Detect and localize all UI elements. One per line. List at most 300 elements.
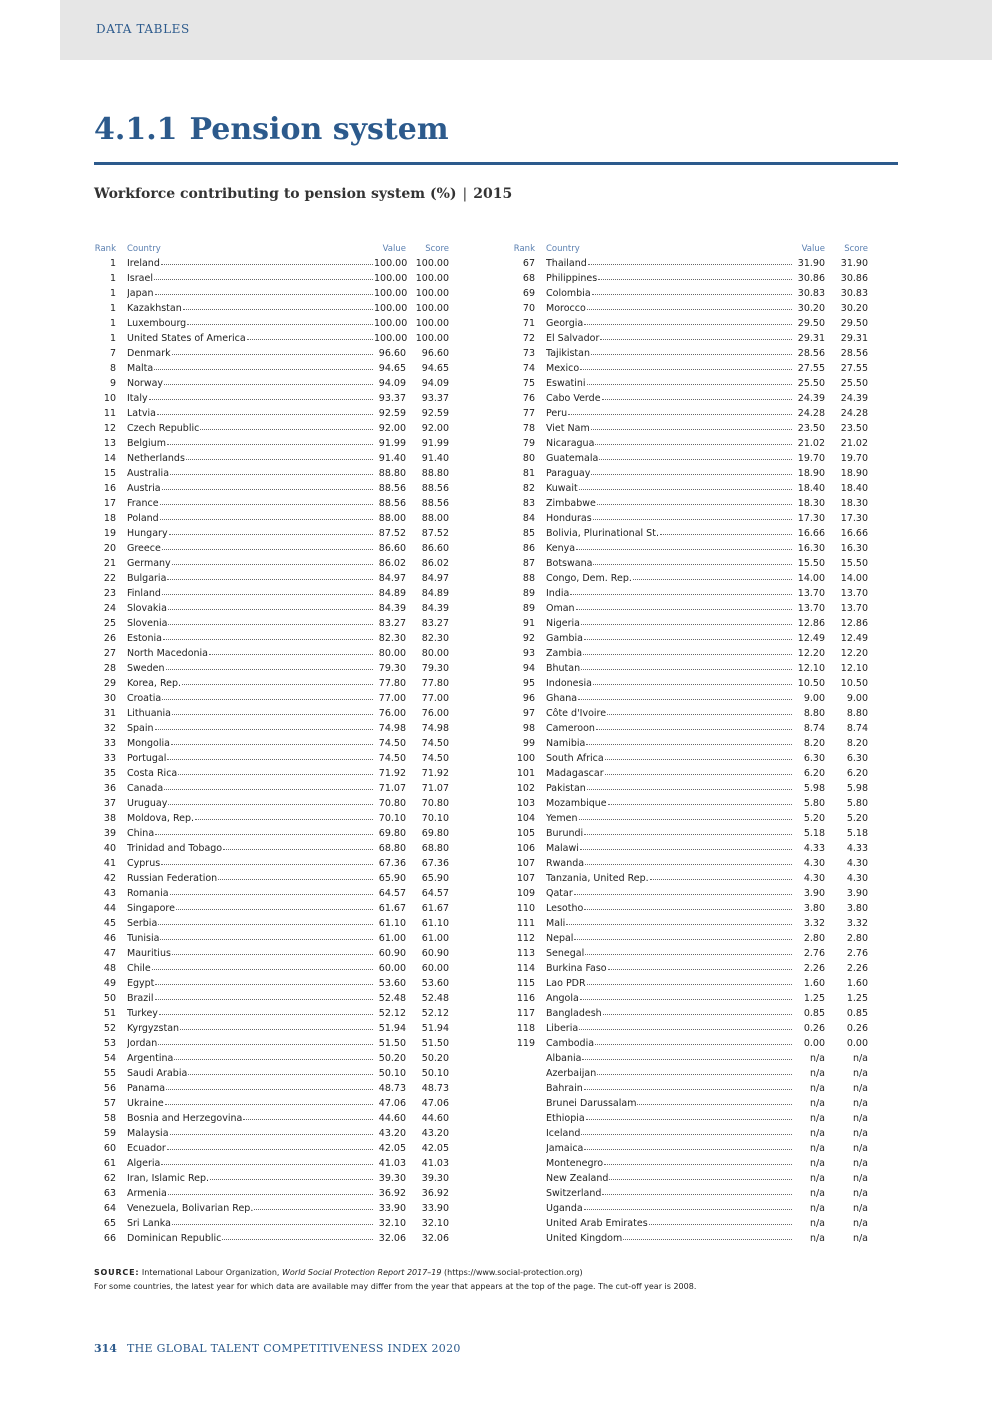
score-cell: 77.80 xyxy=(421,678,449,689)
leader-dots xyxy=(597,504,792,505)
rank-cell: 38 xyxy=(103,813,116,824)
value-cell: 32.10 xyxy=(378,1218,406,1229)
country-cell xyxy=(546,526,793,541)
country-cell xyxy=(127,1201,374,1216)
country-cell xyxy=(546,751,793,766)
country-name: Lesotho xyxy=(546,903,584,914)
leader-dots xyxy=(164,789,373,790)
leader-dots xyxy=(588,264,792,265)
country-cell xyxy=(546,271,793,286)
country-name: Turkey xyxy=(127,1008,158,1019)
value-cell: 18.40 xyxy=(797,483,825,494)
leader-dots xyxy=(172,954,373,955)
score-cell: 0.00 xyxy=(846,1038,868,1049)
rank-cell: 74 xyxy=(522,363,535,374)
leader-dots xyxy=(157,414,373,415)
country-name: Canada xyxy=(127,783,164,794)
rank-cell: 107 xyxy=(516,873,535,884)
country-cell xyxy=(546,1021,793,1036)
leader-dots xyxy=(579,1029,792,1030)
score-cell: 32.06 xyxy=(421,1233,449,1244)
leader-dots xyxy=(584,834,792,835)
country-cell xyxy=(546,286,793,301)
country-name: Ghana xyxy=(546,693,578,704)
country-cell xyxy=(127,736,374,751)
score-cell: 3.80 xyxy=(846,903,868,914)
leader-dots xyxy=(587,984,792,985)
country-name: Guatemala xyxy=(546,453,599,464)
country-cell xyxy=(546,391,793,406)
rank-cell: 109 xyxy=(516,888,535,899)
rank-cell: 36 xyxy=(103,783,116,794)
country-name: Luxembourg xyxy=(127,318,187,329)
table-row xyxy=(511,991,868,1006)
value-cell: 8.74 xyxy=(803,723,825,734)
country-name: India xyxy=(546,588,570,599)
country-name: Japan xyxy=(127,288,154,299)
value-cell: n/a xyxy=(809,1098,825,1109)
value-cell: 8.20 xyxy=(803,738,825,749)
rank-header: Rank xyxy=(94,244,116,254)
leader-dots xyxy=(608,804,792,805)
country-cell xyxy=(127,721,374,736)
value-cell: 42.05 xyxy=(378,1143,406,1154)
leader-dots xyxy=(581,669,792,670)
country-cell xyxy=(546,1081,793,1096)
leader-dots xyxy=(218,879,373,880)
rank-cell: 50 xyxy=(103,993,116,1004)
country-cell xyxy=(127,1156,374,1171)
country-name: Jamaica xyxy=(546,1143,584,1154)
country-name: Jordan xyxy=(127,1038,158,1049)
score-cell: 84.89 xyxy=(421,588,449,599)
country-header: Country xyxy=(546,244,580,254)
value-cell: 53.60 xyxy=(378,978,406,989)
leader-dots xyxy=(210,1179,373,1180)
table-row xyxy=(92,976,449,991)
rank-cell: 93 xyxy=(522,648,535,659)
value-cell: 4.30 xyxy=(803,873,825,884)
country-name: Mexico xyxy=(546,363,580,374)
value-cell: 0.26 xyxy=(803,1023,825,1034)
leader-dots xyxy=(623,1239,792,1240)
table-row xyxy=(92,736,449,751)
country-cell xyxy=(127,901,374,916)
score-cell: 100.00 xyxy=(415,288,449,299)
table-row xyxy=(511,286,868,301)
value-cell: 9.00 xyxy=(803,693,825,704)
value-header: Value xyxy=(801,244,825,254)
score-cell: 5.98 xyxy=(846,783,868,794)
rank-cell: 98 xyxy=(522,723,535,734)
country-cell xyxy=(127,871,374,886)
rank-cell: 99 xyxy=(522,738,535,749)
country-name: Denmark xyxy=(127,348,171,359)
value-cell: 3.32 xyxy=(803,918,825,929)
value-cell: 51.94 xyxy=(378,1023,406,1034)
score-cell: 53.60 xyxy=(421,978,449,989)
country-name: Mongolia xyxy=(127,738,170,749)
table-row xyxy=(511,931,868,946)
value-cell: 13.70 xyxy=(797,588,825,599)
rank-cell: 85 xyxy=(522,528,535,539)
rank-cell: 95 xyxy=(522,678,535,689)
table-row xyxy=(92,436,449,451)
country-cell xyxy=(546,361,793,376)
value-cell: 3.90 xyxy=(803,888,825,899)
table-row xyxy=(92,796,449,811)
value-cell: 21.02 xyxy=(797,438,825,449)
score-cell: 23.50 xyxy=(840,423,868,434)
table-row xyxy=(511,706,868,721)
country-cell xyxy=(127,481,374,496)
country-name: Brunei Darussalam xyxy=(546,1098,637,1109)
rank-cell: 1 xyxy=(109,258,116,269)
leader-dots xyxy=(174,1059,373,1060)
table-row xyxy=(511,601,868,616)
value-cell: 84.89 xyxy=(378,588,406,599)
table-row xyxy=(511,841,868,856)
rank-cell: 51 xyxy=(103,1008,116,1019)
table-row xyxy=(511,436,868,451)
leader-dots xyxy=(585,954,792,955)
score-cell: 77.00 xyxy=(421,693,449,704)
value-cell: 5.18 xyxy=(803,828,825,839)
country-name: Namibia xyxy=(546,738,586,749)
country-cell xyxy=(127,946,374,961)
leader-dots xyxy=(186,459,373,460)
rank-cell: 27 xyxy=(103,648,116,659)
table-row xyxy=(92,706,449,721)
country-cell xyxy=(546,1126,793,1141)
score-cell: 47.06 xyxy=(421,1098,449,1109)
rank-cell: 52 xyxy=(103,1023,116,1034)
leader-dots xyxy=(584,909,792,910)
value-cell: 36.92 xyxy=(378,1188,406,1199)
country-name: Ukraine xyxy=(127,1098,164,1109)
source-report: World Social Protection Report 2017–19 xyxy=(281,1268,442,1277)
value-cell: 61.00 xyxy=(378,933,406,944)
value-cell: 100.00 xyxy=(374,258,408,269)
country-cell xyxy=(546,961,793,976)
leader-dots xyxy=(161,864,373,865)
table-row xyxy=(511,376,868,391)
leader-dots xyxy=(580,999,792,1000)
rank-cell: 40 xyxy=(103,843,116,854)
country-name: Morocco xyxy=(546,303,586,314)
leader-dots xyxy=(155,294,374,295)
table-row xyxy=(511,391,868,406)
table-row xyxy=(511,1201,868,1216)
country-cell xyxy=(127,526,374,541)
leader-dots xyxy=(160,519,373,520)
rank-cell: 117 xyxy=(516,1008,535,1019)
country-cell xyxy=(127,466,374,481)
leader-dots xyxy=(568,414,792,415)
leader-dots xyxy=(172,354,373,355)
leader-dots xyxy=(171,744,373,745)
table-row xyxy=(92,766,449,781)
country-name: Eswatini xyxy=(546,378,586,389)
value-cell: 68.80 xyxy=(378,843,406,854)
country-name: Netherlands xyxy=(127,453,185,464)
country-name: Madagascar xyxy=(546,768,604,779)
country-cell xyxy=(546,331,793,346)
score-cell: 10.50 xyxy=(840,678,868,689)
country-cell xyxy=(127,646,374,661)
rank-cell: 57 xyxy=(103,1098,116,1109)
country-cell xyxy=(127,1021,374,1036)
country-name: Zambia xyxy=(546,648,583,659)
score-cell: 5.80 xyxy=(846,798,868,809)
country-cell xyxy=(546,616,793,631)
leader-dots xyxy=(576,609,792,610)
rank-cell: 66 xyxy=(103,1233,116,1244)
rank-cell: 96 xyxy=(522,693,535,704)
rank-cell: 18 xyxy=(103,513,116,524)
country-name: Russian Federation xyxy=(127,873,218,884)
leader-dots xyxy=(172,564,373,565)
table-row xyxy=(511,1066,868,1081)
score-cell: 6.20 xyxy=(846,768,868,779)
score-cell: 67.36 xyxy=(421,858,449,869)
value-cell: n/a xyxy=(809,1173,825,1184)
country-cell xyxy=(127,1186,374,1201)
value-cell: 71.07 xyxy=(378,783,406,794)
country-cell xyxy=(127,571,374,586)
country-name: Bahrain xyxy=(546,1083,583,1094)
rank-cell: 116 xyxy=(516,993,535,1004)
value-cell: 24.28 xyxy=(797,408,825,419)
leader-dots xyxy=(155,984,373,985)
rank-cell: 1 xyxy=(109,333,116,344)
table-row xyxy=(92,271,449,286)
country-name: Ecuador xyxy=(127,1143,166,1154)
country-name: Bosnia and Herzegovina xyxy=(127,1113,243,1124)
country-name: Portugal xyxy=(127,753,167,764)
country-cell xyxy=(546,976,793,991)
country-name: Malaysia xyxy=(127,1128,169,1139)
table-row xyxy=(511,721,868,736)
rank-cell: 106 xyxy=(516,843,535,854)
score-cell: 12.20 xyxy=(840,648,868,659)
rank-cell: 68 xyxy=(522,273,535,284)
country-cell xyxy=(127,256,374,271)
country-name: Montenegro xyxy=(546,1158,604,1169)
table-row xyxy=(92,541,449,556)
score-cell: 1.25 xyxy=(846,993,868,1004)
score-cell: 33.90 xyxy=(421,1203,449,1214)
country-cell xyxy=(546,346,793,361)
country-name: Egypt xyxy=(127,978,155,989)
score-cell: 52.12 xyxy=(421,1008,449,1019)
leader-dots xyxy=(209,654,373,655)
score-cell: 65.90 xyxy=(421,873,449,884)
leader-dots xyxy=(166,669,373,670)
table-row xyxy=(511,526,868,541)
country-name: Trinidad and Tobago xyxy=(127,843,223,854)
country-name: Philippines xyxy=(546,273,598,284)
score-cell: 70.10 xyxy=(421,813,449,824)
score-cell: 30.83 xyxy=(840,288,868,299)
country-name: Burkina Faso xyxy=(546,963,607,974)
value-cell: 52.48 xyxy=(378,993,406,1004)
country-name: Qatar xyxy=(546,888,573,899)
value-cell: 100.00 xyxy=(374,273,408,284)
score-cell: 18.90 xyxy=(840,468,868,479)
score-cell: 2.26 xyxy=(846,963,868,974)
leader-dots xyxy=(603,1014,792,1015)
country-name: Romania xyxy=(127,888,169,899)
score-cell: 42.05 xyxy=(421,1143,449,1154)
country-name: Greece xyxy=(127,543,161,554)
rank-cell: 62 xyxy=(103,1173,116,1184)
score-cell: 0.85 xyxy=(846,1008,868,1019)
table-body xyxy=(511,256,868,1246)
value-cell: 88.56 xyxy=(378,483,406,494)
value-cell: 30.20 xyxy=(797,303,825,314)
value-cell: 61.67 xyxy=(378,903,406,914)
country-name: El Salvador xyxy=(546,333,600,344)
rank-cell: 17 xyxy=(103,498,116,509)
country-name: Honduras xyxy=(546,513,592,524)
country-cell xyxy=(127,496,374,511)
score-cell: 71.07 xyxy=(421,783,449,794)
score-cell: 28.56 xyxy=(840,348,868,359)
country-name: Albania xyxy=(546,1053,582,1064)
country-cell xyxy=(546,1141,793,1156)
score-cell: 52.48 xyxy=(421,993,449,1004)
leader-dots xyxy=(587,789,792,790)
score-cell: 24.28 xyxy=(840,408,868,419)
leader-dots xyxy=(149,399,373,400)
table-row xyxy=(511,1126,868,1141)
leader-dots xyxy=(602,1194,792,1195)
leader-dots xyxy=(595,444,792,445)
leader-dots xyxy=(154,369,373,370)
score-cell: 17.30 xyxy=(840,513,868,524)
score-cell: n/a xyxy=(852,1203,868,1214)
country-name: United Kingdom xyxy=(546,1233,623,1244)
value-cell: 52.12 xyxy=(378,1008,406,1019)
ranking-table-left xyxy=(92,243,449,1246)
rank-cell: 49 xyxy=(103,978,116,989)
rank-cell: 88 xyxy=(522,573,535,584)
value-cell: 30.86 xyxy=(797,273,825,284)
score-cell: n/a xyxy=(852,1218,868,1229)
rank-cell: 28 xyxy=(103,663,116,674)
country-cell xyxy=(127,346,374,361)
table-row xyxy=(92,391,449,406)
country-name: Panama xyxy=(127,1083,166,1094)
table-row xyxy=(511,781,868,796)
rank-cell: 1 xyxy=(109,318,116,329)
value-cell: n/a xyxy=(809,1158,825,1169)
value-cell: 25.50 xyxy=(797,378,825,389)
country-name: Tunisia xyxy=(127,933,160,944)
leader-dots xyxy=(584,324,792,325)
table-row xyxy=(511,1216,868,1231)
rank-cell: 11 xyxy=(103,408,116,419)
country-cell xyxy=(546,916,793,931)
value-cell: 28.56 xyxy=(797,348,825,359)
country-name: Iceland xyxy=(546,1128,581,1139)
country-cell xyxy=(127,1111,374,1126)
leader-dots xyxy=(602,399,792,400)
country-name: Switzerland xyxy=(546,1188,602,1199)
value-cell: 69.80 xyxy=(378,828,406,839)
value-cell: 74.98 xyxy=(378,723,406,734)
country-cell xyxy=(127,1051,374,1066)
rank-cell: 44 xyxy=(103,903,116,914)
table-row xyxy=(92,781,449,796)
score-cell: 29.31 xyxy=(840,333,868,344)
score-cell: 51.94 xyxy=(421,1023,449,1034)
rank-cell: 70 xyxy=(522,303,535,314)
country-cell xyxy=(127,406,374,421)
score-cell: 32.10 xyxy=(421,1218,449,1229)
country-cell xyxy=(546,1096,793,1111)
value-cell: 29.31 xyxy=(797,333,825,344)
value-cell: 77.80 xyxy=(378,678,406,689)
leader-dots xyxy=(162,549,373,550)
table-row xyxy=(92,751,449,766)
score-cell: 71.92 xyxy=(421,768,449,779)
leader-dots xyxy=(570,594,792,595)
country-name: China xyxy=(127,828,155,839)
table-row xyxy=(511,451,868,466)
leader-dots xyxy=(599,459,792,460)
score-cell: 8.20 xyxy=(846,738,868,749)
country-cell xyxy=(127,886,374,901)
leader-dots xyxy=(159,1014,373,1015)
rank-cell: 8 xyxy=(109,363,116,374)
country-name: Sweden xyxy=(127,663,165,674)
value-cell: 23.50 xyxy=(797,423,825,434)
leader-dots xyxy=(649,1224,792,1225)
value-cell: 2.80 xyxy=(803,933,825,944)
table-row xyxy=(92,286,449,301)
country-cell xyxy=(127,271,374,286)
rank-cell: 41 xyxy=(103,858,116,869)
rank-cell: 61 xyxy=(103,1158,116,1169)
country-name: Argentina xyxy=(127,1053,174,1064)
score-header: Score xyxy=(844,244,868,254)
country-name: Iran, Islamic Rep. xyxy=(127,1173,210,1184)
country-name: Cyprus xyxy=(127,858,161,869)
value-cell: 100.00 xyxy=(374,303,408,314)
value-cell: 93.37 xyxy=(378,393,406,404)
table-row xyxy=(511,1156,868,1171)
score-cell: 60.00 xyxy=(421,963,449,974)
country-name: Spain xyxy=(127,723,154,734)
leader-dots xyxy=(576,549,792,550)
country-name: Pakistan xyxy=(546,783,586,794)
table-row xyxy=(92,841,449,856)
table-row xyxy=(92,571,449,586)
value-cell: 91.99 xyxy=(378,438,406,449)
country-name: Australia xyxy=(127,468,170,479)
table-row xyxy=(511,1171,868,1186)
score-cell: 18.40 xyxy=(840,483,868,494)
table-row xyxy=(92,826,449,841)
value-cell: n/a xyxy=(809,1128,825,1139)
table-row xyxy=(511,796,868,811)
country-cell xyxy=(546,466,793,481)
country-name: Belgium xyxy=(127,438,166,449)
table-row xyxy=(92,556,449,571)
score-cell: 19.70 xyxy=(840,453,868,464)
